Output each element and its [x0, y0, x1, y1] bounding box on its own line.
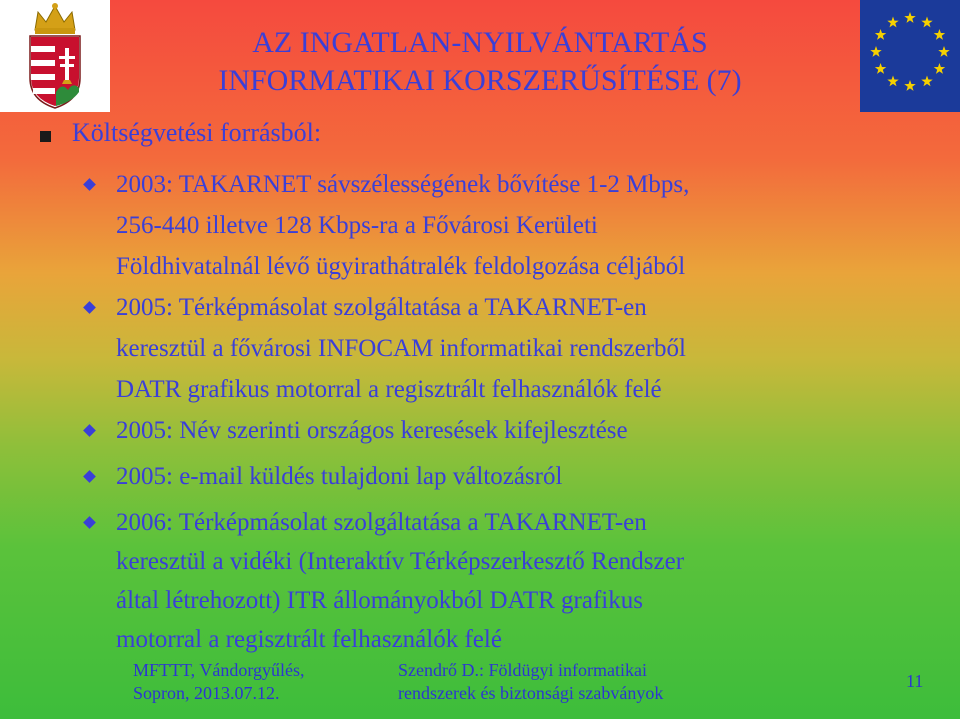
main-bullet-text: Költségvetési forrásból: [72, 118, 322, 147]
title-line-1: AZ INGATLAN-NYILVÁNTARTÁS [252, 26, 708, 59]
eu-flag [860, 0, 960, 112]
slide-title [120, 24, 840, 100]
title-line-2: INFORMATIKAI KORSZERŰSÍTÉSE (7) [218, 64, 742, 97]
item-line: keresztül a vidéki (Interaktív Térképszerkesztő Rendszer [116, 548, 685, 575]
eu-star-icon [934, 63, 945, 74]
footer-author [398, 659, 663, 705]
item-line: keresztül a fővárosi INFOCAM informatikai rendszerből [116, 335, 686, 362]
item-line: 256-440 illetve 128 Kbps-ra a Fővárosi Kerületi [116, 212, 598, 239]
eu-star-icon [921, 75, 932, 86]
item-line: motorral a regisztrált felhasználók felé [116, 626, 502, 653]
item-line: DATR grafikus motorral a regisztrált felhasználók felé [116, 376, 662, 403]
square-bullet-icon [40, 131, 51, 142]
diamond-bullet-icon [83, 301, 96, 314]
footer-author-line-2: rendszerek és biztonsági szabványok [398, 683, 664, 703]
diamond-bullet-icon [83, 178, 96, 191]
eu-star-icon [875, 29, 886, 40]
footer-event-line-2: Sopron, 2013.07.12. [133, 683, 280, 703]
eu-star-icon [887, 17, 898, 28]
hungarian-coat-of-arms [0, 0, 110, 112]
item-line: Földhivatalnál lévő ügyirathátralék feldolgozása céljából [116, 253, 686, 280]
eu-star-icon [875, 63, 886, 74]
item-line: által létrehozott) ITR állományokból DATR grafikus [116, 587, 643, 614]
eu-star-icon [938, 46, 949, 57]
diamond-bullet-icon [83, 424, 96, 437]
item-line: 2003: TAKARNET sávszélességének bővítése 1-2 Mbps, [116, 171, 690, 198]
item-line: 2006: Térképmásolat szolgáltatása a TAKARNET-en [116, 509, 647, 536]
diamond-bullet-icon [83, 470, 96, 483]
footer-author-line-1: Szendrő D.: Földügyi informatikai [398, 660, 647, 680]
page-number: 11 [906, 671, 924, 691]
item-line: 2005: Térképmásolat szolgáltatása a TAKARNET-en [116, 294, 647, 321]
footer-event [133, 659, 305, 705]
diamond-bullet-icon [83, 516, 96, 529]
eu-star-icon [921, 17, 932, 28]
eu-star-icon [904, 80, 915, 91]
eu-star-icon [870, 46, 881, 57]
eu-star-icon [887, 75, 898, 86]
eu-star-icon [934, 29, 945, 40]
footer-event-line-1: MFTTT, Vándorgyűlés, [133, 660, 305, 680]
item-line: 2005: Név szerinti országos keresések kifejlesztése [116, 417, 628, 444]
eu-star-icon [904, 12, 915, 23]
item-line: 2005: e-mail küldés tulajdoni lap változásról [116, 463, 563, 490]
